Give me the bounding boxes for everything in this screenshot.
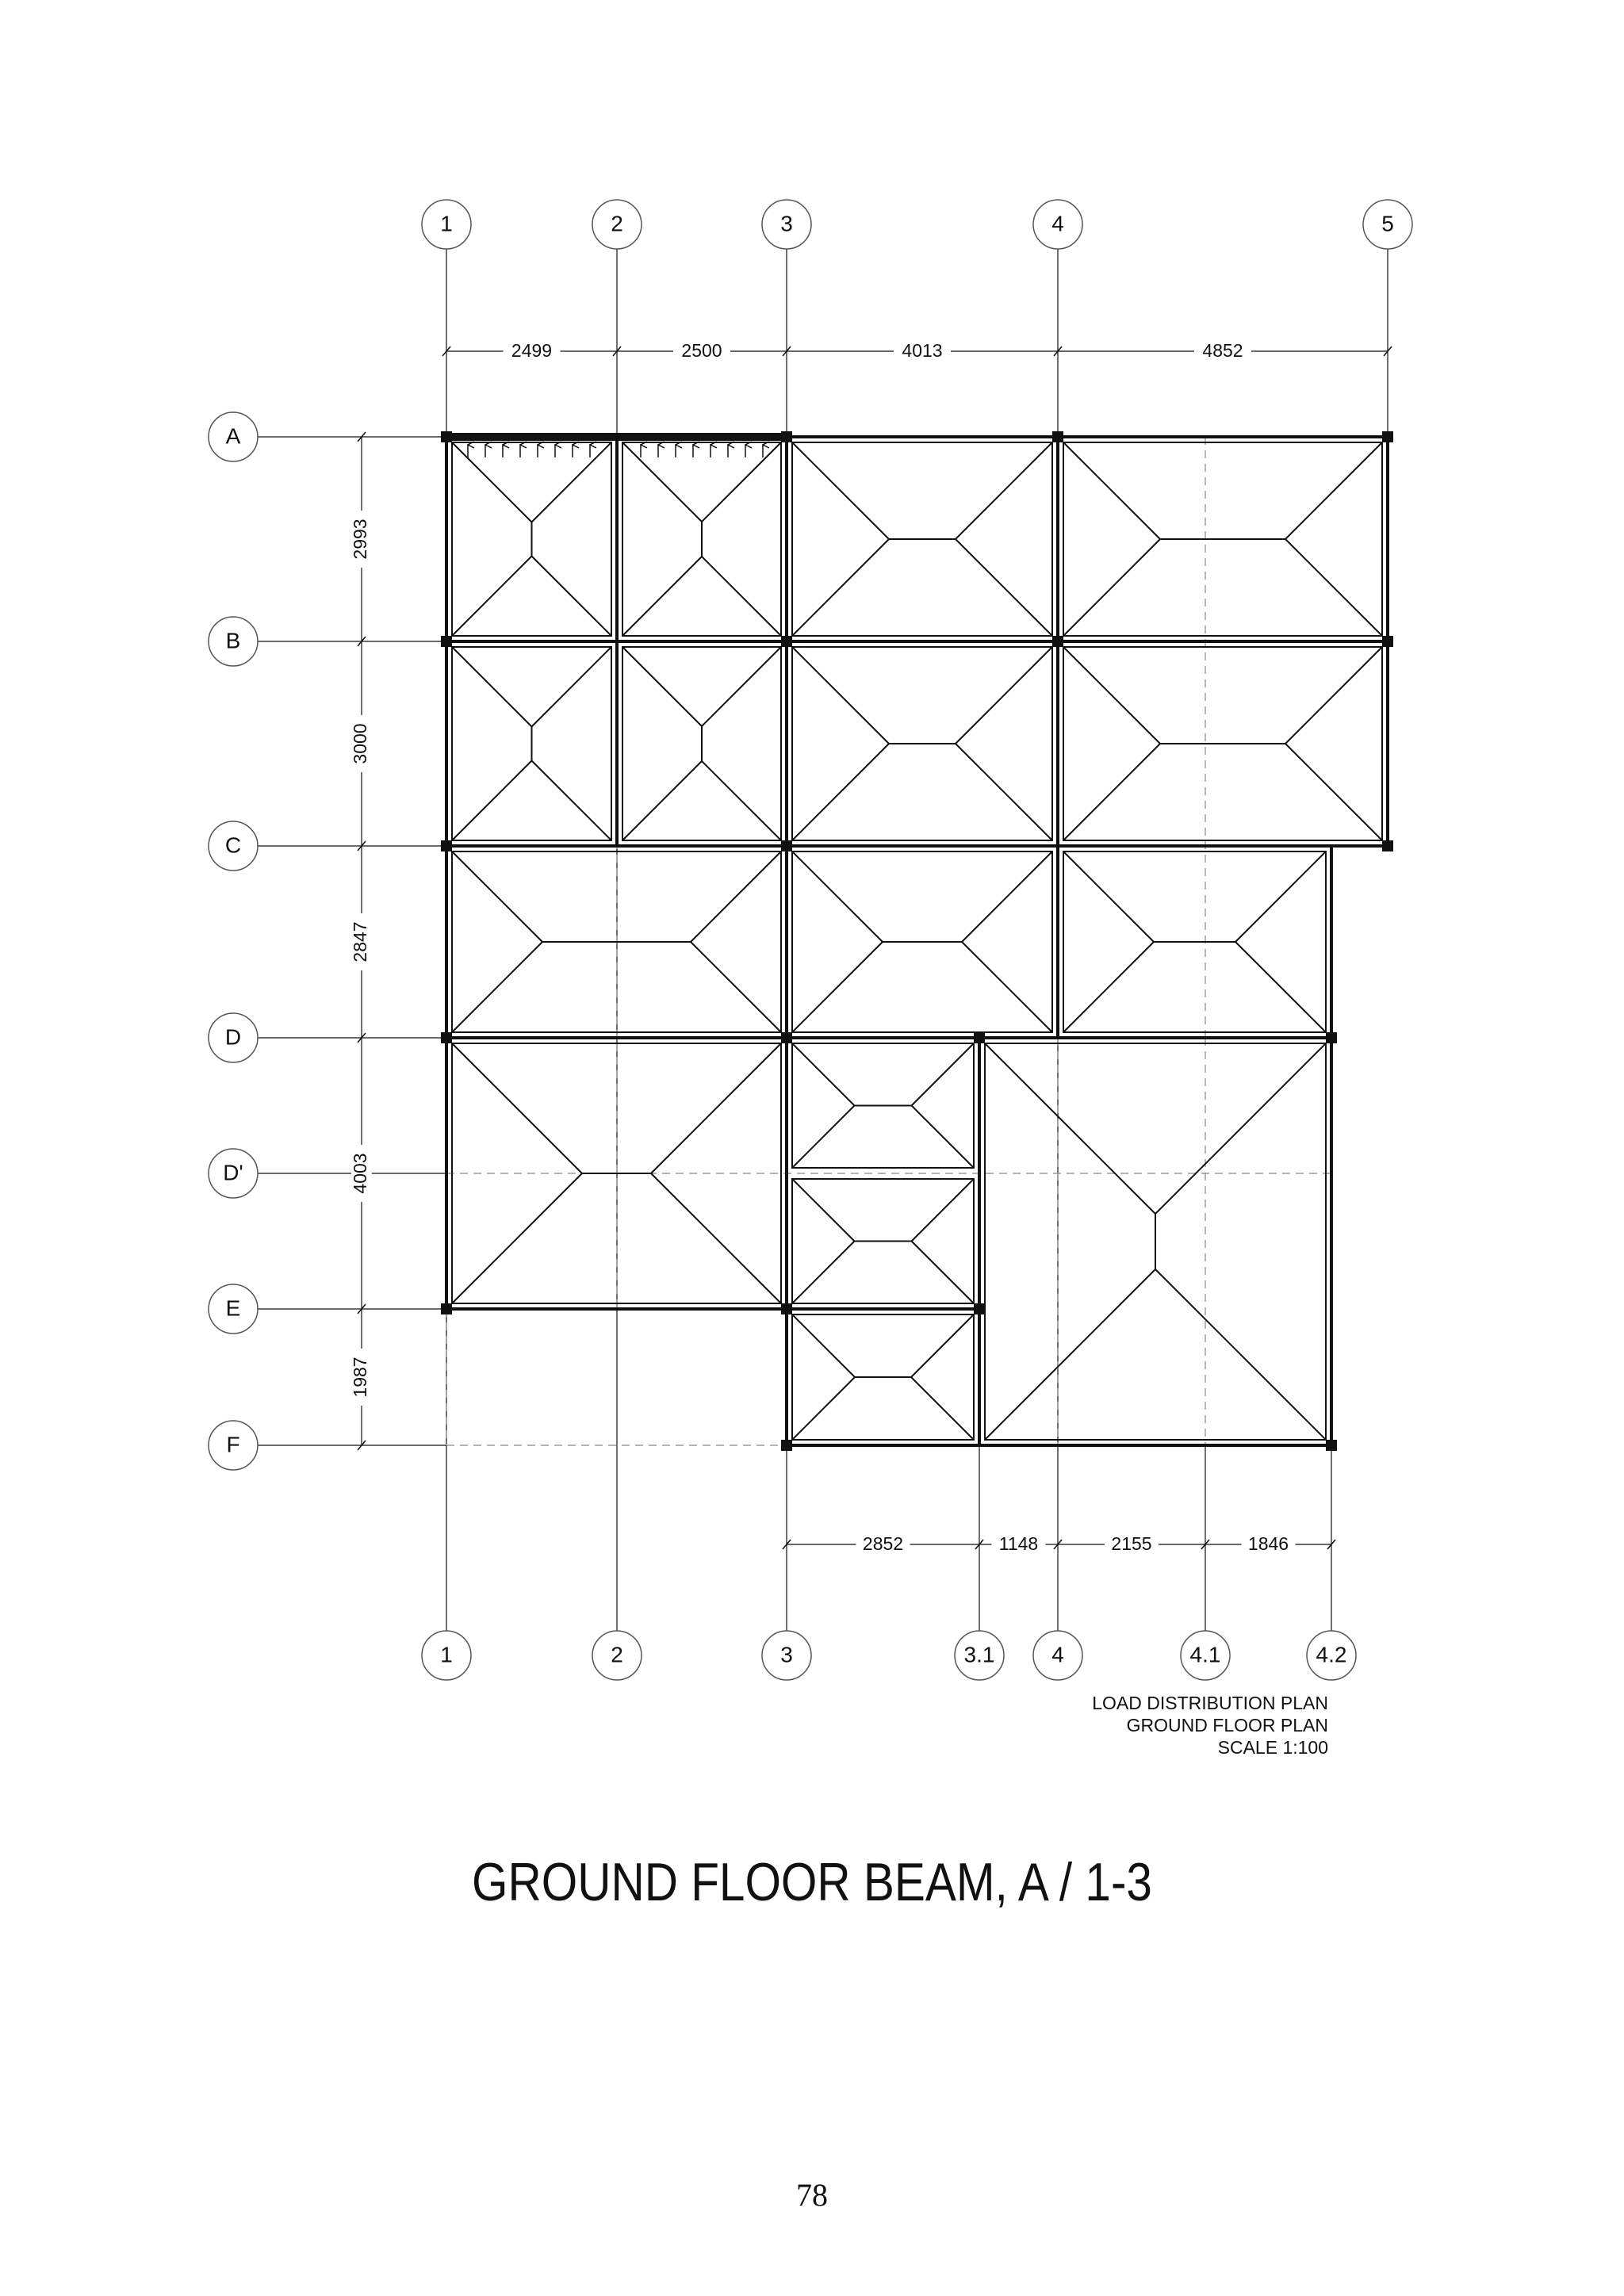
yield-line xyxy=(691,942,781,1032)
yield-line xyxy=(911,1377,974,1440)
column xyxy=(781,1303,792,1314)
grid-bubble-row-d-prime-label: D' xyxy=(223,1160,243,1185)
dimension-label-left: 2847 xyxy=(350,921,371,962)
yield-line xyxy=(1285,647,1382,744)
column xyxy=(781,1440,792,1451)
grid-bubble-row-c-label: C xyxy=(224,832,242,858)
yield-line xyxy=(1285,442,1382,539)
yield-line xyxy=(962,851,1052,942)
yield-line xyxy=(1063,942,1154,1032)
dimension-lines xyxy=(350,340,1392,1555)
column xyxy=(441,636,452,647)
grid-bubble-top-2-label: 2 xyxy=(611,211,623,236)
drawing-notes xyxy=(1092,1692,1328,1758)
yield-line xyxy=(532,647,612,727)
note-scale: SCALE 1:100 xyxy=(1217,1737,1328,1758)
yield-line xyxy=(956,744,1052,840)
yield-line xyxy=(792,1106,855,1169)
yield-line xyxy=(452,1043,582,1173)
yield-line xyxy=(912,1179,975,1242)
yield-line xyxy=(956,647,1052,744)
note-ground-floor-plan: GROUND FLOOR PLAN xyxy=(1126,1715,1328,1735)
yield-line xyxy=(622,647,702,726)
load-distribution-lines xyxy=(452,442,1382,1440)
dimension-label-top: 2499 xyxy=(511,340,553,362)
note-load-distribution-plan: LOAD DISTRIBUTION PLAN xyxy=(1092,1693,1328,1713)
grid-bubble-bottom-4-2-label: 4.2 xyxy=(1316,1642,1347,1667)
yield-line xyxy=(532,557,612,637)
yield-line xyxy=(792,1314,855,1377)
grid-bubble-bottom-3-label: 3 xyxy=(780,1642,793,1667)
yield-line xyxy=(702,442,781,522)
yield-line xyxy=(651,1173,781,1303)
yield-line xyxy=(622,557,702,636)
yield-line xyxy=(912,1106,975,1169)
yield-line xyxy=(622,761,702,840)
grid-bubble-top-3-label: 3 xyxy=(780,211,793,236)
column xyxy=(974,1303,985,1314)
yield-line xyxy=(1155,1043,1326,1214)
yield-line xyxy=(792,1377,855,1440)
yield-line xyxy=(532,761,612,841)
yield-line xyxy=(956,442,1052,539)
grid-bubble-bottom-2-label: 2 xyxy=(611,1642,623,1667)
yield-line xyxy=(532,442,612,522)
yield-line xyxy=(985,1269,1155,1440)
dimension-label-bottom: 2155 xyxy=(1111,1533,1152,1555)
yield-line xyxy=(702,761,781,840)
column xyxy=(441,1303,452,1314)
yield-line xyxy=(912,1242,975,1304)
yield-line xyxy=(1235,942,1326,1032)
yield-line xyxy=(792,1043,855,1106)
yield-line xyxy=(792,1179,855,1242)
column xyxy=(781,636,792,647)
dimension-label-top: 4013 xyxy=(902,340,943,362)
yield-line xyxy=(792,851,883,942)
column xyxy=(1052,431,1063,442)
yield-line xyxy=(1063,744,1160,840)
grid-bubble-row-d-label: D xyxy=(224,1024,242,1050)
dimension-label-bottom: 1846 xyxy=(1247,1533,1289,1555)
yield-line xyxy=(622,442,702,522)
grid-bubble-top-4-label: 4 xyxy=(1051,211,1064,236)
grid-bubble-top-1-label: 1 xyxy=(440,211,453,236)
yield-line xyxy=(792,1242,855,1304)
column xyxy=(1382,840,1393,851)
grid-bubble-row-a-label: A xyxy=(225,423,241,449)
yield-line xyxy=(702,647,781,726)
yield-line xyxy=(1063,442,1160,539)
dimension-label-bottom: 1148 xyxy=(998,1533,1039,1555)
column xyxy=(1052,636,1063,647)
yield-line xyxy=(985,1043,1155,1214)
yield-line xyxy=(691,851,781,942)
grid-bubble-row-f-label: F xyxy=(226,1432,240,1457)
dimension-label-left: 4003 xyxy=(350,1153,371,1194)
dimension-label-bottom: 2852 xyxy=(862,1533,904,1555)
column xyxy=(974,1032,985,1043)
yield-line xyxy=(1285,744,1382,840)
yield-line xyxy=(792,539,889,636)
dimension-label-left: 1987 xyxy=(350,1357,371,1398)
yield-line xyxy=(1235,851,1326,942)
grid-bubble-bottom-3-1-label: 3.1 xyxy=(963,1642,995,1667)
column xyxy=(1382,636,1393,647)
yield-line xyxy=(1155,1269,1326,1440)
yield-line xyxy=(792,442,889,539)
column xyxy=(1326,1440,1337,1451)
yield-line xyxy=(912,1043,975,1106)
yield-line xyxy=(792,942,883,1032)
column xyxy=(441,840,452,851)
column xyxy=(441,431,452,442)
yield-line xyxy=(702,557,781,636)
yield-line xyxy=(452,942,542,1032)
yield-line xyxy=(956,539,1052,636)
grid-bubble-top-5-label: 5 xyxy=(1381,211,1394,236)
dimension-label-left: 2993 xyxy=(350,519,371,560)
column xyxy=(1326,1032,1337,1043)
grid-bubble-bottom-4-label: 4 xyxy=(1051,1642,1064,1667)
page-title: GROUND FLOOR BEAM, A / 1-3 xyxy=(472,1852,1152,1912)
yield-line xyxy=(452,557,532,637)
yield-line xyxy=(1063,539,1160,636)
column xyxy=(1382,431,1393,442)
page-number: 78 xyxy=(796,2177,828,2213)
yield-line xyxy=(911,1314,974,1377)
yield-line xyxy=(452,761,532,841)
yield-line xyxy=(792,744,889,840)
yield-line xyxy=(452,1173,582,1303)
yield-line xyxy=(1063,851,1154,942)
yield-line xyxy=(1063,647,1160,744)
column xyxy=(781,431,792,442)
dimension-label-left: 3000 xyxy=(350,723,371,764)
grid-bubble-row-b-label: B xyxy=(225,628,241,653)
dimension-label-top: 2500 xyxy=(681,340,722,362)
column xyxy=(781,840,792,851)
grid-bubble-bottom-1-label: 1 xyxy=(440,1642,453,1667)
grid-bubbles xyxy=(209,200,1412,1680)
yield-line xyxy=(962,942,1052,1032)
grid-bubble-bottom-4-1-label: 4.1 xyxy=(1189,1642,1221,1667)
yield-line xyxy=(792,647,889,744)
column xyxy=(441,1032,452,1043)
dimension-label-top: 4852 xyxy=(1202,340,1243,362)
yield-line xyxy=(452,647,532,727)
grid-bubble-row-e-label: E xyxy=(225,1295,241,1321)
yield-line xyxy=(452,851,542,942)
yield-line xyxy=(651,1043,781,1173)
column xyxy=(781,1032,792,1043)
yield-line xyxy=(1285,539,1382,636)
